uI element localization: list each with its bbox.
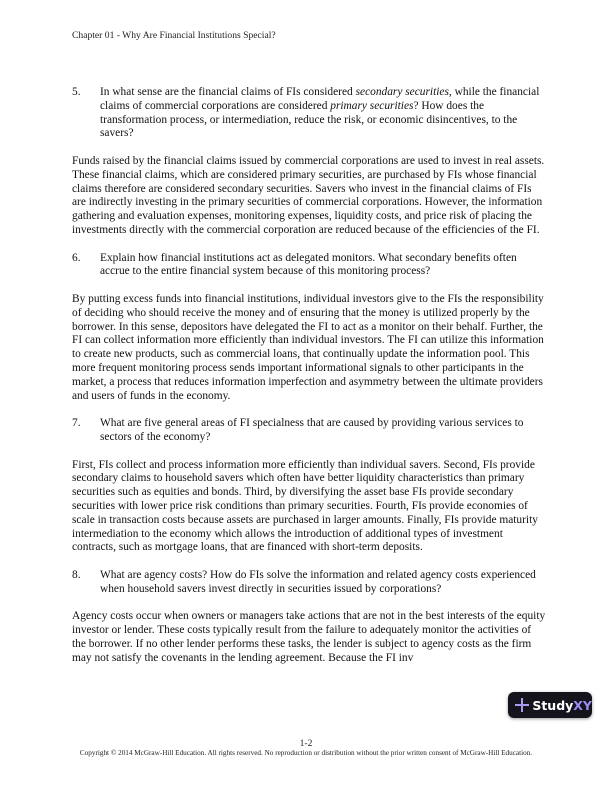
copyright-notice: Copyright © 2014 McGraw-Hill Education. All rights reserved. No reproduction or distribution without the prior written consent of McGraw-Hill Education. (79, 749, 533, 757)
question-7 (72, 417, 546, 445)
question-text (100, 86, 546, 141)
question-6 (72, 252, 546, 280)
question-number: 8. (72, 568, 81, 581)
page-header: Chapter 01 - Why Are Financial Institutions Special? (72, 30, 276, 41)
page-footer (60, 738, 552, 758)
badge-label (532, 698, 592, 713)
question-text-part: In what sense are the financial claims of FIs considered (100, 86, 356, 98)
question-text: What are agency costs? How do FIs solve the information and related agency costs experienced when household savers invest directly in securities issued by corporations? (100, 568, 536, 595)
answer-7: First, FIs collect and process information more efficiently than individual savers. Second, FIs provide secondary claims to household savers which often have better liquidity characteristics than primary securities such as equities and bonds. Third, by diversifying the asset base FIs provide secondary securities with lower price risk conditions than primary securities. Fourth, FIs provide economies of scale in transaction costs because assets are purchased in larger amounts. Finally, FIs provide maturity intermediation to the economy which allows the introduction of additional types of investment contracts, such as mortgage loans, that are financed with short-term deposits. (72, 458, 538, 554)
question-number: 6. (72, 251, 81, 264)
italic-term: primary securities (330, 99, 414, 112)
question-5 (72, 86, 546, 141)
question-text: What are five general areas of FI specialness that are caused by providing various services to sectors of the economy? (100, 417, 524, 443)
question-number: 5. (72, 86, 81, 98)
plus-icon (515, 698, 526, 712)
document-body (72, 86, 546, 679)
answer-5: Funds raised by the financial claims issued by commercial corporations are used to invest in real assets. These financial claims, which are considered primary securities, are purchased by FIs whose financial claims therefore are considered secondary securities. Savers who invest in the financial claims of FIs are indirectly investing in the primary securities of commercial corporations. However, the information gathering and evaluation expenses, monitoring expenses, liquidity costs, and price risk of placing the investments directly with the commercial corporation are reduced because of the efficiencies of the FI. (72, 154, 545, 236)
question-number: 7. (72, 417, 81, 430)
question-text-part: , while the financial claims of commercial corporations are considered (100, 86, 540, 112)
question-text: Explain how financial institutions act as delegated monitors. What secondary benefits often accrue to the entire financial system because of this monitoring process? (100, 251, 517, 278)
badge-label-main: Study (532, 697, 574, 713)
answer-6: By putting excess funds into financial institutions, individual investors give to the FIs the responsibility of deciding who should receive the money and of ensuring that the money is utilized properly by the borrower. In this sense, depositors have delegated the FI to act as a monitor on their behalf. Further, the FI can collect information more efficiently than individual investors. The FI can utilize this information to create new products, such as commercial loans, that continually update the information pool. This more frequent monitoring process sends important informational signals to other participants in the market, a process that reduces information imperfection and asymmetry between the ultimate providers and users of funds in the economy. (72, 292, 544, 402)
answer-8: Agency costs occur when owners or managers take actions that are not in the best interests of the equity investor or lender. These costs typically result from the failure to adequately monitor the activities of the borrower. If no other lender performs these tasks, the lender is subject to agency costs as the firm may not satisfy the covenants in the lending agreement. Because the FI inv (72, 610, 546, 664)
badge-label-accent: XY (573, 697, 592, 713)
question-8 (72, 569, 546, 597)
italic-term: secondary securities (355, 86, 449, 98)
page-number: 1-2 (299, 738, 313, 749)
studyxy-button[interactable] (508, 692, 592, 718)
question-text-part: ? How does the transformation process, or intermediation, reduce the risk, or economic disincentives, to the savers? (100, 99, 518, 140)
